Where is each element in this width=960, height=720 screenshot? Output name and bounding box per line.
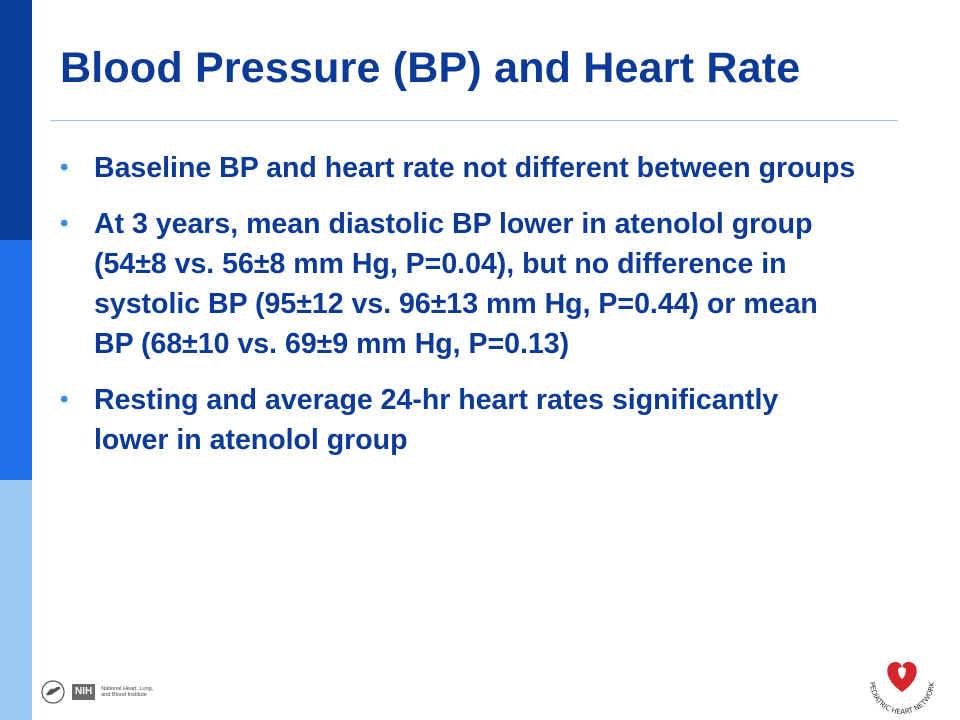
bullet-text: At 3 years, mean diastolic BP lower in atenolol group (54±8 vs. 56±8 mm Hg, P=0.04), but no difference in systolic BP (95±12 vs. 96±13 mm Hg, P=0.44) or mean BP (68±10 vs. 69±9 mm Hg, P=0.13) (94, 208, 818, 360)
bullet-item (60, 204, 860, 364)
nhlbi-line-1: National Heart, Lung, (101, 685, 154, 692)
slide-title: Blood Pressure (BP) and Heart Rate (60, 44, 801, 92)
nhlbi-text (101, 686, 165, 699)
bullet-item (60, 380, 860, 460)
nhlbi-line-2: and Blood Institute (101, 692, 147, 698)
bullet-text: Baseline BP and heart rate not different between groups (94, 152, 856, 184)
bullet-item (60, 148, 860, 188)
title-divider (50, 120, 898, 121)
bullet-dot-icon: • (60, 210, 69, 237)
bullet-dot-icon: • (60, 386, 69, 413)
hhs-eagle-icon (40, 677, 66, 707)
nih-box-label: NIH (72, 684, 95, 700)
side-band-bottom (0, 480, 32, 720)
bullet-dot-icon: • (60, 154, 69, 181)
pediatric-heart-network-logo (862, 652, 942, 720)
side-band-top (0, 0, 32, 240)
bullet-list (60, 148, 860, 476)
bullet-text: Resting and average 24-hr heart rates significantly lower in atenolol group (94, 384, 779, 456)
phn-logo-text: PEDIATRIC HEART NETWORK (867, 681, 937, 717)
side-band-middle (0, 240, 32, 480)
nih-nhlbi-logo (40, 672, 165, 712)
